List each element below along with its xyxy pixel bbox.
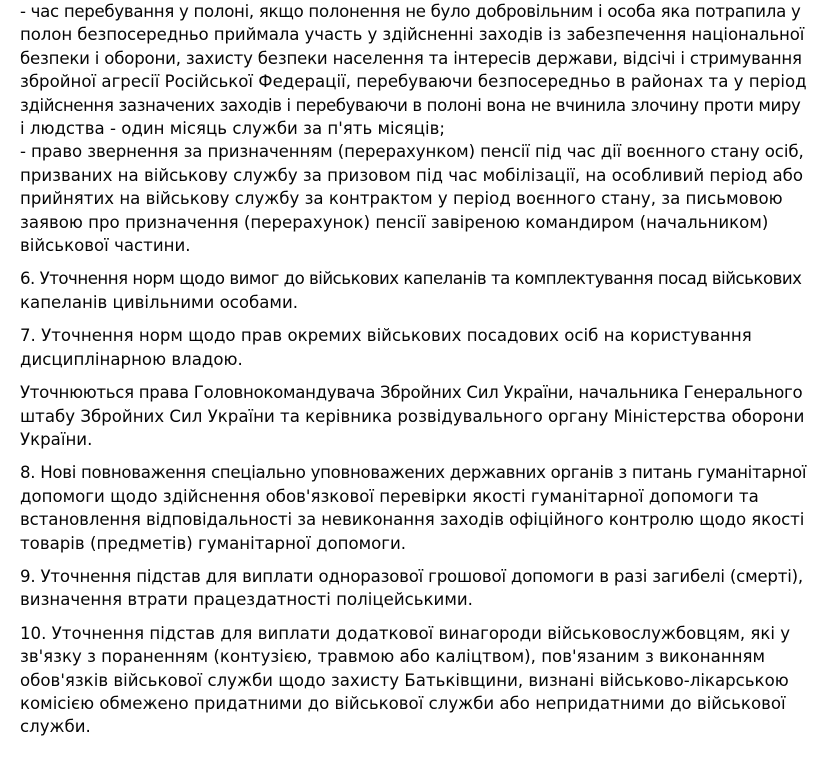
text-line: України. xyxy=(20,429,93,449)
text-line: здійснення зазначених заходів і перебуваючи в полоні вона не вчинила злочину проти миру xyxy=(20,95,801,115)
text-line: товарів (предметів) гуманітарної допомоги. xyxy=(20,533,407,553)
text-line: обов'язків військової служби щодо захисту Батьківщини, визнані військово-лікарською xyxy=(20,670,789,690)
text-line: служби. xyxy=(20,717,91,737)
text-line: і людства - один місяць служби за п'ять місяців; xyxy=(20,119,446,139)
text-line: допомоги щодо здійснення обов'язкової перевірки якості гуманітарної допомоги та xyxy=(20,486,759,506)
paragraph-item-8 xyxy=(20,461,808,555)
text-line: штабу Збройних Сил України та керівника розвідувального органу Міністерства оборони xyxy=(20,406,805,426)
text-line: 8. Нові повноваження спеціально уповноважених державних органів з питань гуманітарної xyxy=(20,463,807,483)
text-line: 7. Уточнення норм щодо прав окремих військових посадових осіб на користування xyxy=(20,326,752,346)
text-line: капеланів цивільними особами. xyxy=(20,292,299,312)
paragraph-item-7 xyxy=(20,324,808,371)
text-line: встановлення відповідальності за невиконання заходів офіційного контролю щодо якості xyxy=(20,510,805,530)
text-line: - право звернення за призначенням (перерахунком) пенсії під час дії воєнного стану осіб, xyxy=(20,142,804,162)
paragraph-eligibility-list xyxy=(20,0,808,257)
text-line: військової частини. xyxy=(20,236,191,256)
text-line: Уточнюються права Головнокомандувача Збройних Сил України, начальника Генерального xyxy=(20,383,803,403)
text-line: комісією обмежено придатними до військової служби або непридатними до військової xyxy=(20,693,786,713)
paragraph-item-10 xyxy=(20,622,808,739)
text-line: прийнятих на військову службу за контрактом у період воєнного стану, за письмовою xyxy=(20,189,783,209)
text-line: зв'язку з пораненням (контузією, травмою або каліцтвом), пов'язаним з виконанням xyxy=(20,647,765,667)
text-line: збройної агресії Російської Федерації, перебуваючи безпосередньо в районах та у період xyxy=(20,72,807,92)
text-line: безпеки і оборони, захисту безпеки населення та інтересів держави, відсічі і стримування xyxy=(20,48,802,68)
text-line: 6. Уточнення норм щодо вимог до військових капеланів та комплектування посад військових xyxy=(20,269,802,289)
text-line: 10. Уточнення підстав для виплати додаткової винагороди військовослужбовцям, які у xyxy=(20,623,791,643)
text-line: полон безпосередньо приймала участь у здійсненні заходів із забезпечення національної xyxy=(20,25,805,45)
text-line: визначення втрати працездатності поліцейськими. xyxy=(20,590,473,610)
paragraph-item-9 xyxy=(20,565,808,612)
text-line: заявою про призначення (перерахунок) пенсії завіреною командиром (начальником) xyxy=(20,212,769,232)
text-line: - час перебування у полоні, якщо полонення не було добровільним і особа яка потрапила у xyxy=(20,2,801,21)
paragraph-item-6 xyxy=(20,267,808,314)
text-line: 9. Уточнення підстав для виплати одноразової грошової допомоги в разі загибелі (смерті), xyxy=(20,566,803,586)
text-line: дисциплінарною владою. xyxy=(20,349,243,369)
text-line: призваних на військову службу за призовом під час мобілізації, на особливий період або xyxy=(20,165,804,185)
paragraph-item-7-details xyxy=(20,381,808,451)
